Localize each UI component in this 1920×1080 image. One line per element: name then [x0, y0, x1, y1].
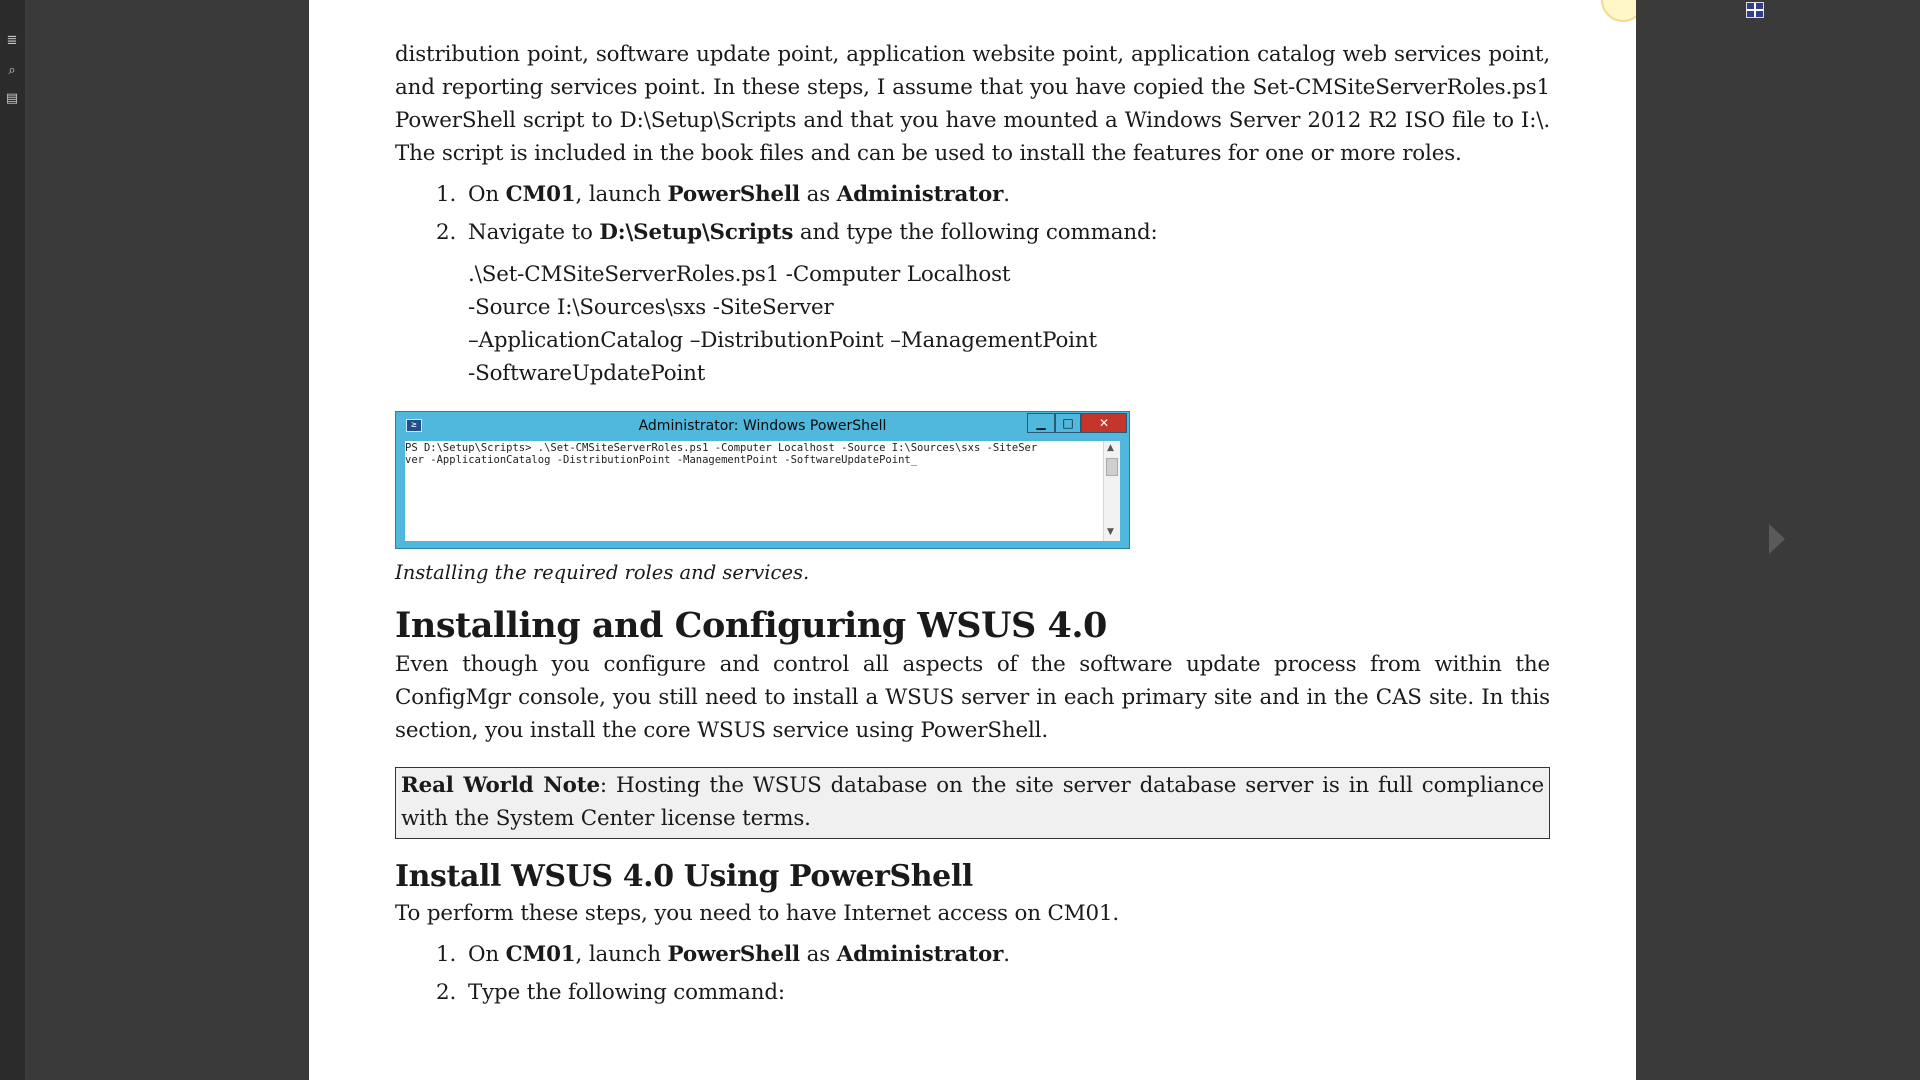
- page-view-icon[interactable]: ▤: [5, 91, 19, 106]
- list-number: 2.: [436, 220, 457, 245]
- bold-text: Administrator: [836, 182, 1004, 207]
- list-item: [395, 974, 1550, 1012]
- paragraph-intro: distribution point, software update point, application website point, application catalog web services point, and reporting services point. In these steps, I assume that you have copied the Set-CMSiteServerRoles.ps1 PowerShell script to D:\Setup\Scripts and that you have mounted a Windows Server 2012 R2 ISO file to I:\. The script is included in the book files and can be used to install the features for one or more roles.: [395, 42, 1550, 166]
- text: .: [1003, 942, 1010, 967]
- maximize-icon: □: [1055, 413, 1081, 433]
- window-title: Administrator: Windows PowerShell: [638, 418, 887, 434]
- list-number: 1.: [436, 942, 457, 967]
- command-line: .\Set-CMSiteServerRoles.ps1 -Computer Localhost: [468, 262, 1011, 287]
- sun-decoration: [1601, 0, 1636, 22]
- text: and type the following command:: [793, 220, 1158, 245]
- scroll-down-icon: ▼: [1107, 527, 1114, 537]
- language-flag-icon[interactable]: [1746, 2, 1764, 18]
- text: On: [468, 182, 506, 207]
- bold-text: PowerShell: [667, 942, 800, 967]
- note-text: : Hosting the WSUS database on the site server database server is in full compliance with the System Center license terms.: [401, 773, 1544, 831]
- paragraph: To perform these steps, you need to have Internet access on CM01.: [395, 901, 1120, 926]
- list-number: 1.: [436, 182, 457, 207]
- command-line: -Source I:\Sources\sxs -SiteServer: [468, 295, 834, 320]
- console-text: [405, 442, 1101, 466]
- document-page: [309, 0, 1636, 1080]
- left-toolbar: [0, 0, 25, 1080]
- minimize-icon: ▁: [1027, 413, 1055, 433]
- command-block: [468, 258, 1550, 390]
- figure-caption: Installing the required roles and services.: [395, 561, 810, 584]
- page-content: [395, 38, 1550, 1012]
- note-label: Real World Note: [401, 773, 600, 798]
- bold-text: CM01: [505, 182, 576, 207]
- list-item: [395, 214, 1550, 252]
- text: Type the following command:: [468, 980, 785, 1005]
- bold-text: PowerShell: [667, 182, 800, 207]
- section-heading: Installing and Configuring WSUS 4.0: [395, 605, 1107, 646]
- list-number: 2.: [436, 980, 457, 1005]
- step-list-1: [395, 176, 1550, 252]
- command-line: -SoftwareUpdatePoint: [468, 361, 706, 386]
- text: , launch: [575, 942, 668, 967]
- powershell-icon: ≥: [406, 419, 422, 432]
- console-line: PS D:\Setup\Scripts> .\Set-CMSiteServerRoles.ps1 -Computer Localhost -Source I:\Sources\sxs -SiteSer: [405, 442, 1038, 454]
- list-item: [395, 176, 1550, 214]
- text: , launch: [575, 182, 668, 207]
- bold-text: D:\Setup\Scripts: [599, 220, 794, 245]
- command-line: –ApplicationCatalog –DistributionPoint –ManagementPoint: [468, 328, 1097, 353]
- paragraph: Even though you configure and control all aspects of the software update process from within the ConfigMgr console, you still need to install a WSUS server in each primary site and in the CAS site. In this section, you install the core WSUS service using PowerShell.: [395, 652, 1550, 743]
- scroll-thumb: [1106, 458, 1118, 476]
- bold-text: CM01: [505, 942, 576, 967]
- text: .: [1003, 182, 1010, 207]
- scroll-up-icon: ▲: [1107, 443, 1114, 453]
- list-item: [395, 936, 1550, 974]
- close-icon: ✕: [1081, 413, 1127, 433]
- real-world-note: [395, 767, 1550, 839]
- powershell-window-screenshot: [395, 411, 1130, 549]
- text: Navigate to: [468, 220, 600, 245]
- text: as: [799, 942, 837, 967]
- step-list-2: [395, 936, 1550, 1012]
- console-scrollbar: [1103, 441, 1120, 541]
- text: as: [799, 182, 837, 207]
- console-line: ver -ApplicationCatalog -DistributionPoint -ManagementPoint -SoftwareUpdatePoint_: [405, 454, 918, 466]
- console-area: [405, 441, 1120, 541]
- search-icon[interactable]: ⌕: [8, 63, 16, 78]
- subsection-heading: Install WSUS 4.0 Using PowerShell: [395, 859, 973, 894]
- bold-text: Administrator: [836, 942, 1004, 967]
- window-titlebar: [396, 412, 1129, 438]
- next-page-arrow-icon[interactable]: [1769, 524, 1785, 554]
- text: On: [468, 942, 506, 967]
- menu-icon[interactable]: ≣: [6, 33, 18, 48]
